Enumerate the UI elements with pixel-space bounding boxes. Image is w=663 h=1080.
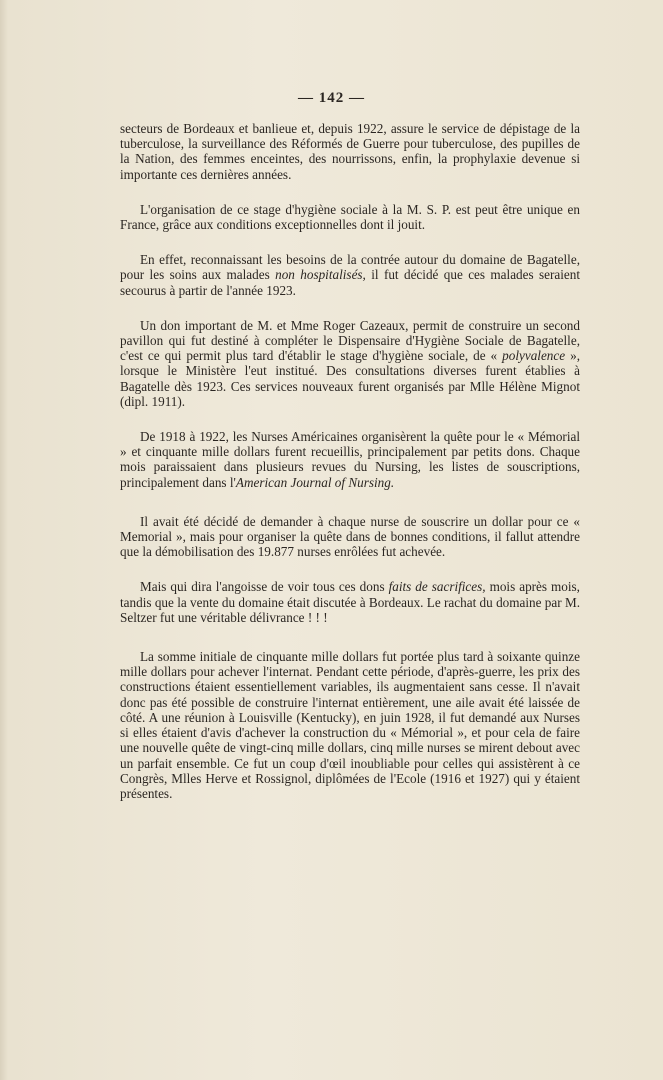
paragraph-4-text-b: », lorsque le Ministère l'eut institué. Des consultations diverses furent établies à Bagatelle dès 1923. Ces services nouveaux furent organisés par Mlle Hélène Mignot (dipl. 1911). xyxy=(120,348,581,409)
paragraph-spacer xyxy=(120,490,580,514)
paragraph-7-text-b: mois après mois, tandis que la vente du domaine était discutée à Bordeaux. Le rachat du domaine par M. Seltzer fut une véritable délivrance ! ! ! xyxy=(120,579,580,625)
paragraph-8: La somme initiale de cinquante mille dollars fut portée plus tard à soixante quinze mille dollars pour achever l'internat. Pendant cette période, d'après-guerre, les prix des constructions étaient essentiellement variables, ils augmentaient sans cesse. Il n'avait donc pas été possible de construire l'internat entièrement, une aile avait été laissée de côté. A une réunion à Louisville (Kentucky), en juin 1928, il fut demandé aux Nurses si elles étaient d'avis d'achever la construction du « Mémorial », et pour cela de faire une nouvelle quête de vingt-cinq mille dollars, cinq mille nurses se mirent debout avec un parfait ensemble. Ce fut un coup d'œil inoubliable pour celles qui assistèrent à ce Congrès, Mlles Herve et Rossignol, diplômées de l'Ecole (1916 et 1927) qui y étaient présentes. xyxy=(120,649,580,801)
paragraph-spacer xyxy=(120,409,580,429)
paragraph-4 xyxy=(120,318,580,409)
paragraph-7-text-a: Mais qui dira l'angoisse de voir tous ces dons xyxy=(140,579,389,595)
page-number: — 142 — xyxy=(298,90,365,106)
paragraph-2: L'organisation de ce stage d'hygiène sociale à la M. S. P. est peut être unique en France, grâce aux conditions exceptionnelles dont il jouit. xyxy=(120,201,580,233)
paragraph-5 xyxy=(120,429,580,490)
paragraph-4-text-a: Un don important de M. et Mme Roger Cazeaux, permit de construire un second pavillon qui fut destiné à compléter le Dispensaire d'Hygiène Sociale de Bagatelle, c'est ce qui permit plus tard d'établir le stage d'hygiène sociale, de « xyxy=(120,317,580,364)
paragraph-3-text-a: En effet, reconnaissant les besoins de la contrée autour du domaine de Bagatelle, pour les soins aux malades xyxy=(120,252,580,283)
paragraph-3-text-b: il fut décidé que ces malades seraient secourus à partir de l'année 1923. xyxy=(120,267,581,298)
body-text xyxy=(120,121,580,801)
paragraph-5-emphasis: American Journal of Nursing. xyxy=(235,474,395,490)
paragraph-4-emphasis: polyvalence xyxy=(502,348,566,364)
paragraph-spacer xyxy=(120,559,580,579)
paragraph-7-emphasis: faits de sacrifices, xyxy=(388,579,486,595)
paragraph-7 xyxy=(120,579,580,625)
paragraph-5-text-a: De 1918 à 1922, les Nurses Américaines organisèrent la quête pour le « Mémorial » et cinquante mille dollars furent recueillis, principalement par petits dons. Chaque mois paraissaient dans plusieurs revues du Nursing, les listes de souscriptions, principalement dans l' xyxy=(120,429,580,490)
paragraph-spacer xyxy=(120,182,580,202)
paragraph-spacer xyxy=(120,625,580,649)
paragraph-spacer xyxy=(120,298,580,318)
paragraph-1: secteurs de Bordeaux et banlieue et, depuis 1922, assure le service de dépistage de la tuberculose, la surveillance des Réformés de Guerre pour tuberculose, des pupilles de la Nation, des femmes enceintes, des nourrissons, enfin, la prophylaxie devenue si importante ces dernières années. xyxy=(120,121,580,182)
paragraph-6: Il avait été décidé de demander à chaque nurse de souscrire un dollar pour ce « Memorial », mais pour organiser la quête dans de bonnes conditions, il fallut attendre que la démobilisation des 19.877 nurses enrôlées fut achevée. xyxy=(120,513,580,560)
paragraph-3 xyxy=(120,252,580,298)
paragraph-3-emphasis: non hospitalisés, xyxy=(275,267,366,283)
paragraph-spacer xyxy=(120,232,580,252)
